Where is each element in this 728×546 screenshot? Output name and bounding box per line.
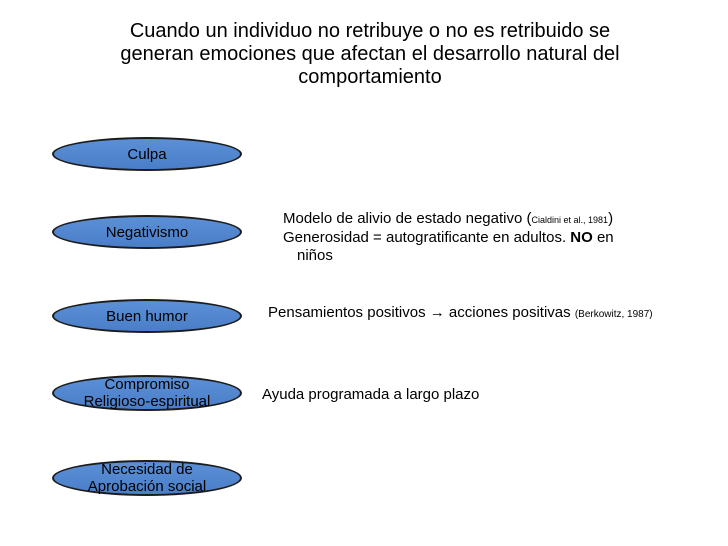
desc-buen-humor-main: Pensamientos positivos (268, 304, 430, 321)
node-compromiso-line-2: Religioso-espiritual (83, 393, 211, 410)
desc-compromiso (262, 386, 479, 404)
arrow-right-icon: → (429, 304, 445, 321)
node-culpa-label: Culpa (127, 145, 167, 163)
desc-negativismo-line2-main: Generosidad = autogratificante en adultos. (283, 229, 571, 246)
node-compromiso (52, 375, 242, 411)
desc-buen-humor-rest: acciones positivas (444, 304, 575, 321)
slide-title (60, 20, 680, 89)
citation-cialdini: Cialdini et al., 1981 (531, 215, 609, 225)
title-line-1: Cuando un individuo no retribuye o no es retribuido se (129, 20, 611, 42)
node-aprobacion (52, 460, 242, 496)
citation-berkowitz: (Berkowitz, 1987) (574, 309, 653, 320)
desc-negativismo-line-2 (283, 229, 614, 247)
desc-compromiso-main: Ayuda programada a largo plazo (262, 386, 480, 403)
title-line-2: generan emociones que afectan el desarrollo natural del (120, 43, 620, 65)
desc-negativismo-line3: niños (297, 247, 333, 264)
desc-buen-humor (268, 304, 653, 324)
desc-negativismo-main: Modelo de alivio de estado negativo ( (283, 210, 532, 227)
desc-negativismo-line-3 (283, 247, 614, 265)
desc-negativismo-line-1 (283, 210, 614, 229)
desc-negativismo (283, 210, 614, 265)
node-culpa (52, 137, 242, 171)
node-compromiso-line-1: Compromiso (104, 376, 190, 393)
node-buen-humor-label: Buen humor (106, 307, 188, 325)
node-buen-humor (52, 299, 242, 333)
node-aprobacion-line-2: Aprobación social (87, 478, 207, 495)
desc-negativismo-line2-end: en (592, 229, 614, 246)
desc-negativismo-bold: NO (570, 229, 593, 246)
node-negativismo (52, 215, 242, 249)
title-line-3: comportamiento (298, 66, 442, 88)
node-negativismo-label: Negativismo (105, 223, 189, 241)
node-aprobacion-line-1: Necesidad de (101, 461, 193, 478)
desc-negativismo-close: ) (608, 210, 614, 227)
